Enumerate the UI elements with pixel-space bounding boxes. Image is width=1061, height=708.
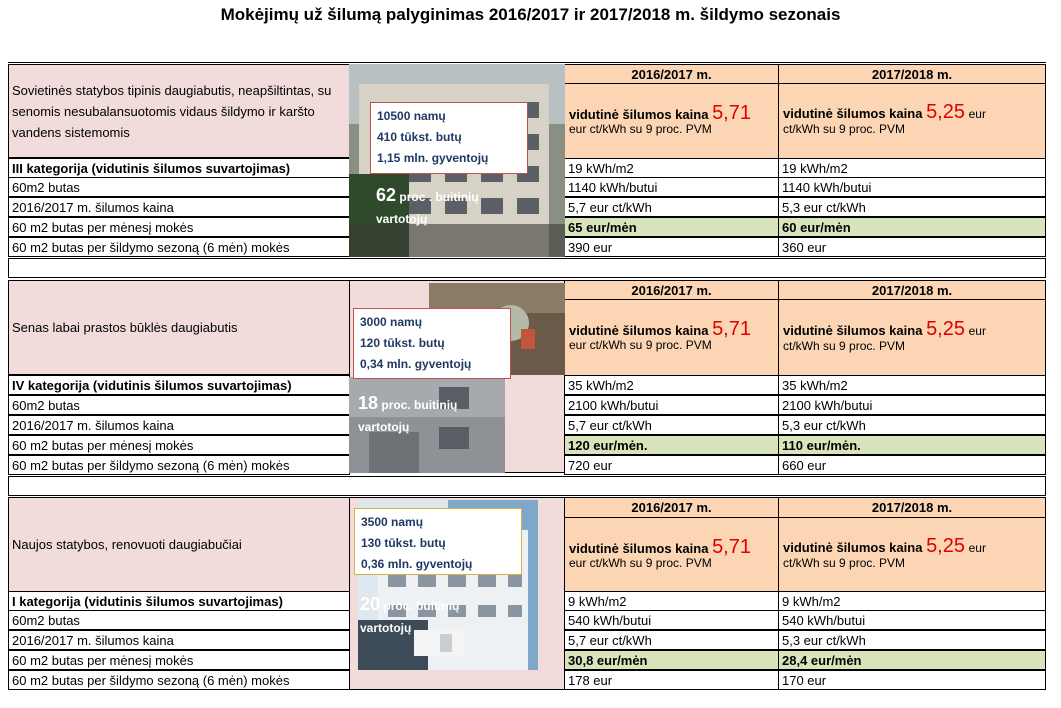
table-row-label: III kategorija (vidutinis šilumos suvartojimas) [8, 158, 350, 178]
empty-row [8, 43, 1046, 63]
table-row-value: 2100 kWh/butui [778, 395, 1046, 415]
table-row-value: 1140 kWh/butui [778, 177, 1046, 197]
table-row-value: 9 kWh/m2 [564, 591, 779, 611]
page-title: Mokėjimų už šilumą palyginimas 2016/2017 ir 2017/2018 m. šildymo sezonais [220, 5, 841, 24]
consumer-share: 62 proc . buitinių vartotojų [376, 185, 479, 226]
table-row-value: 170 eur [778, 670, 1046, 690]
avg-price-2017-2018: vidutinė šilumos kaina 5,25 eur ct/kWh su 9 proc. PVM [778, 517, 1046, 593]
table-row-label: 60 m2 butas per šildymo sezoną (6 mėn) mokės [8, 237, 350, 257]
table-row-label: 60 m2 butas per šildymo sezoną (6 mėn) mokės [8, 670, 350, 690]
table-row-value: 178 eur [564, 670, 779, 690]
table-row-label: 60m2 butas [8, 395, 350, 415]
table-row-value: 35 kWh/m2 [778, 375, 1046, 395]
table-row-value: 19 kWh/m2 [778, 158, 1046, 178]
info-box: 3500 namų 130 tūkst. butų 0,36 mln. gyventojų [354, 508, 522, 575]
monthly-payment-2017-2018: 28,4 eur/mėn [778, 650, 1046, 670]
avg-price-2017-2018: vidutinė šilumos kaina 5,25 eur ct/kWh su 9 proc. PVM [778, 83, 1046, 159]
avg-price-2016-2017: vidutinė šilumos kaina 5,71 eur ct/kWh su 9 proc. PVM [564, 517, 779, 593]
table-row-label: 60 m2 butas per mėnesį mokės [8, 435, 350, 455]
category-block-3 [8, 497, 1046, 688]
avg-price-2017-2018: vidutinė šilumos kaina 5,25 eur ct/kWh su 9 proc. PVM [778, 299, 1046, 376]
table-row-value: 660 eur [778, 455, 1046, 475]
table-row-value: 9 kWh/m2 [778, 591, 1046, 611]
table-row-label: 2016/2017 m. šilumos kaina [8, 630, 350, 650]
table-row-value: 1140 kWh/butui [564, 177, 779, 197]
table-row-value: 360 eur [778, 237, 1046, 257]
table-row-label: 60 m2 butas per šildymo sezoną (6 mėn) mokės [8, 455, 350, 475]
consumer-share: 18 proc. buitinių vartotojų [358, 393, 458, 434]
empty-row [8, 258, 1046, 278]
table-row-value: 5,7 eur ct/kWh [564, 630, 779, 650]
empty-row [8, 476, 1046, 496]
table-row-label: 2016/2017 m. šilumos kaina [8, 415, 350, 435]
avg-price-2016-2017: vidutinė šilumos kaina 5,71 eur ct/kWh su 9 proc. PVM [564, 83, 779, 159]
info-box: 3000 namų 120 tūkst. butų 0,34 mln. gyventojų [353, 308, 511, 379]
table-row-label: 2016/2017 m. šilumos kaina [8, 197, 350, 217]
table-row-label: 60 m2 butas per mėnesį mokės [8, 217, 350, 237]
header-2017-2018: 2017/2018 m. [778, 497, 1046, 518]
table-row-value: 540 kWh/butui [778, 610, 1046, 630]
category-block-2 [8, 280, 1046, 471]
table-row-value: 5,3 eur ct/kWh [778, 630, 1046, 650]
table-row-label: I kategorija (vidutinis šilumos suvartojimas) [8, 591, 350, 611]
info-box: 10500 namų 410 tūkst. butų 1,15 mln. gyventojų [370, 102, 528, 174]
table-row-value: 35 kWh/m2 [564, 375, 779, 395]
header-2017-2018: 2017/2018 m. [778, 64, 1046, 84]
table-row-label: 60 m2 butas per mėnesį mokės [8, 650, 350, 670]
table-row-value: 5,3 eur ct/kWh [778, 415, 1046, 435]
category-block-1 [8, 64, 1046, 255]
monthly-payment-2016-2017: 120 eur/mėn. [564, 435, 779, 455]
header-2016-2017: 2016/2017 m. [564, 64, 779, 84]
table-row-value: 540 kWh/butui [564, 610, 779, 630]
table-row-value: 2100 kWh/butui [564, 395, 779, 415]
table-row-value: 720 eur [564, 455, 779, 475]
table-row-value: 5,7 eur ct/kWh [564, 197, 779, 217]
monthly-payment-2016-2017: 30,8 eur/mėn [564, 650, 779, 670]
table-row-value: 19 kWh/m2 [564, 158, 779, 178]
header-2016-2017: 2016/2017 m. [564, 497, 779, 518]
avg-price-2016-2017: vidutinė šilumos kaina 5,71 eur ct/kWh su 9 proc. PVM [564, 299, 779, 376]
building-description: Sovietinės statybos tipinis daugiabutis, neapšiltintas, su senomis nesubalansuotomis vidaus šildymo ir karšto vandens sistemomis [8, 64, 350, 158]
monthly-payment-2017-2018: 60 eur/mėn [778, 217, 1046, 237]
table-row-label: 60m2 butas [8, 610, 350, 630]
building-description: Senas labai prastos būklės daugiabutis [8, 280, 350, 375]
table-row-value: 5,3 eur ct/kWh [778, 197, 1046, 217]
table-row-value: 390 eur [564, 237, 779, 257]
monthly-payment-2016-2017: 65 eur/mėn [564, 217, 779, 237]
consumer-share: 20 proc. buitinių vartotojų [360, 594, 460, 635]
header-2017-2018: 2017/2018 m. [778, 280, 1046, 300]
table-row-label: 60m2 butas [8, 177, 350, 197]
header-2016-2017: 2016/2017 m. [564, 280, 779, 300]
table-row-value: 5,7 eur ct/kWh [564, 415, 779, 435]
building-description: Naujos statybos, renovuoti daugiabučiai [8, 497, 350, 592]
monthly-payment-2017-2018: 110 eur/mėn. [778, 435, 1046, 455]
table-row-label: IV kategorija (vidutinis šilumos suvartojimas) [8, 375, 350, 395]
